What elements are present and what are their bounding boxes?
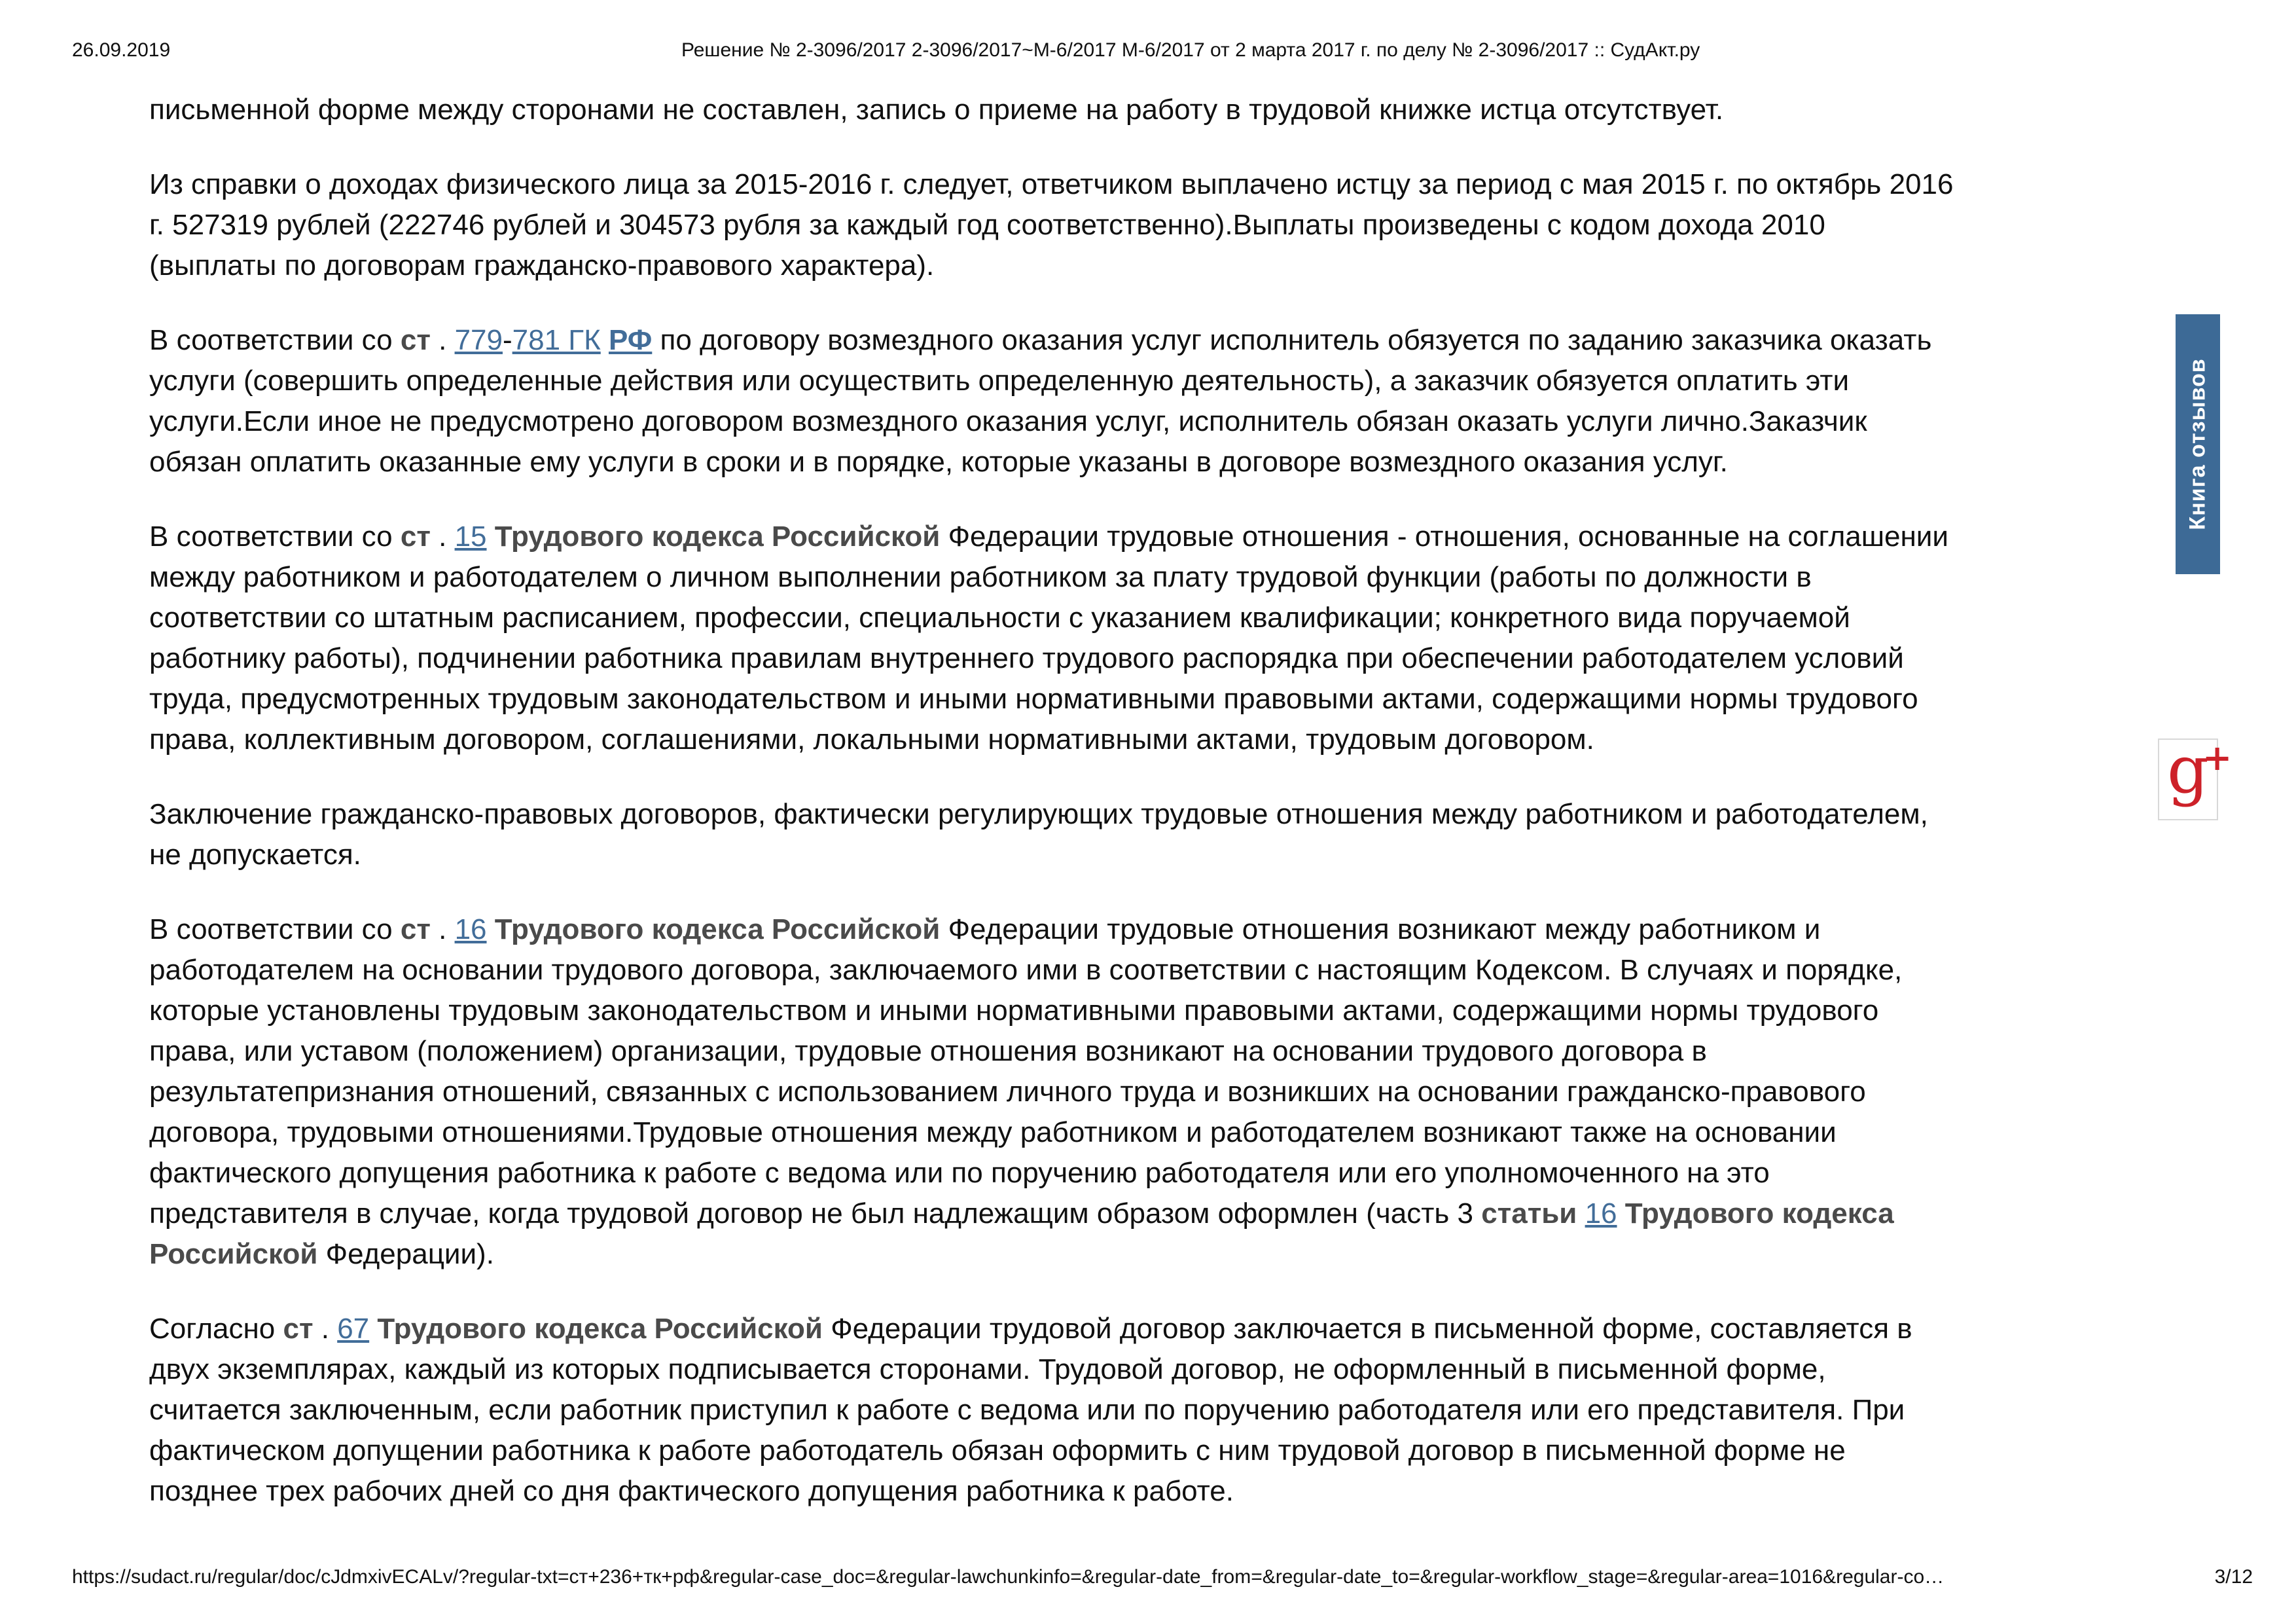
paragraph — [149, 164, 2211, 286]
paragraph — [149, 1309, 2211, 1512]
text-run: Федерации трудовой договор заключается в письменной форме, составляется в — [822, 1313, 1912, 1345]
text-run: г. 527319 рублей (222746 рублей и 304573 рубля за каждый год соответственно).Выплаты произведены с кодом дохода 2010 — [149, 209, 1825, 241]
text-line — [149, 950, 2211, 991]
text-run: права, коллективным договором, соглашениями, локальными нормативными актами, трудовым договором. — [149, 723, 1594, 756]
law-article-link[interactable]: 779 — [454, 324, 503, 356]
feedback-banner[interactable] — [2176, 314, 2220, 574]
text-line — [149, 205, 2211, 246]
text-run — [487, 520, 495, 553]
text-run: представителя в случае, когда трудовой договор не был надлежащим образом оформлен (часть 3 — [149, 1197, 1482, 1230]
feedback-banner-label: Книга отзывов — [2185, 358, 2210, 530]
text-run: Из справки о доходах физического лица за 2015-2016 г. следует, ответчиком выплачено истцу за период с мая 2015 г. по октябрь 2016 — [149, 168, 1954, 200]
text-run: услуги.Если иное не предусмотрено договором возмездного оказания услуг, исполнитель обязан оказать услуги лично.Заказчик — [149, 405, 1867, 437]
bold-run: ст — [400, 520, 431, 553]
text-run: (выплаты по договорам гражданско-правового характера). — [149, 249, 935, 282]
text-run: двух экземплярах, каждый из которых подписывается сторонами. Трудовой договор, не оформленный в письменной форме, — [149, 1353, 1826, 1385]
paragraph — [149, 794, 2211, 875]
paragraph — [149, 517, 2211, 760]
text-line — [149, 442, 2211, 483]
text-line — [149, 320, 2211, 361]
text-run: обязан оплатить оказанные ему услуги в сроки и в порядке, которые указаны в договоре возмездного оказания услуг. — [149, 446, 1728, 478]
text-run: услуги (совершить определенные действия или осуществить определенную деятельность), а заказчик обязуется оплатить эти — [149, 365, 1850, 397]
text-run — [1577, 1197, 1585, 1230]
text-run: работодателем на основании трудового договора, заключаемого ими в соответствии с настоящим Кодексом. В случаях и порядке, — [149, 954, 1903, 986]
bold-run: Российской — [149, 1238, 318, 1270]
law-article-link[interactable]: 16 — [454, 913, 487, 945]
text-line — [149, 1153, 2211, 1194]
text-run: В соответствии со — [149, 324, 401, 356]
law-article-link[interactable]: 67 — [337, 1313, 370, 1345]
text-run: . — [313, 1313, 338, 1345]
text-run: Согласно — [149, 1313, 283, 1345]
bold-run: Трудового кодекса — [1624, 1197, 1894, 1230]
text-run: результатепризнания отношений, связанных с использованием личного труда и возникших на основании гражданско-правового — [149, 1076, 1866, 1108]
text-run: фактическом допущении работника к работе работодатель обязан оформить с ним трудовой договор в письменной форме не — [149, 1434, 1846, 1467]
text-run: В соответствии со — [149, 520, 401, 553]
text-run: письменной форме между сторонами не составлен, запись о приеме на работу в трудовой книжке истца отсутствует. — [149, 94, 1724, 126]
text-run: труда, предусмотренных трудовым законодательством и иными нормативными правовыми актами, содержащими нормы трудового — [149, 683, 1918, 715]
text-run: договора, трудовыми отношениями.Трудовые отношения между работником и работодателем возникают также на основании — [149, 1116, 1837, 1148]
law-article-link[interactable]: 781 ГК — [512, 324, 601, 356]
document-body — [149, 90, 2211, 1546]
text-line — [149, 164, 2211, 205]
google-plus-icon: g — [2167, 731, 2210, 808]
text-run: Федерации трудовые отношения возникают между работником и — [940, 913, 1821, 945]
text-line — [149, 557, 2211, 598]
text-line — [149, 679, 2211, 720]
bold-run: ст — [400, 324, 431, 356]
text-run: . — [430, 913, 455, 945]
paragraph — [149, 90, 2211, 130]
text-line — [149, 1309, 2211, 1349]
text-line — [149, 361, 2211, 401]
paragraph — [149, 320, 2211, 483]
print-footer — [0, 1566, 2296, 1599]
text-line — [149, 246, 2211, 286]
text-line — [149, 794, 2211, 835]
bold-run: ст — [400, 913, 431, 945]
text-run: работнику работы), подчинении работника правилам внутреннего трудового распорядка при обеспечении работодателем условий — [149, 642, 1904, 674]
text-run: . — [430, 324, 455, 356]
text-line — [149, 1349, 2211, 1390]
text-line — [149, 991, 2211, 1031]
text-run: которые установлены трудовым законодательством и иными нормативными правовыми актами, содержащими нормы трудового — [149, 994, 1879, 1027]
bold-run: Трудового кодекса Российской — [494, 520, 941, 553]
text-run: В соответствии со — [149, 913, 401, 945]
text-run — [487, 913, 495, 945]
text-run: позднее трех рабочих дней со дня фактического допущения работника к работе. — [149, 1475, 1234, 1507]
print-header-title: Решение № 2-3096/2017 2-3096/2017~М-6/2017 М-6/2017 от 2 марта 2017 г. по делу № 2-3096/2017 :: СудАкт.ру — [681, 39, 1700, 61]
text-run: по договору возмездного оказания услуг исполнитель обязуется по заданию заказчика оказать — [652, 324, 1932, 356]
text-run: Заключение гражданско-правовых договоров, фактически регулирующих трудовые отношения между работником и работодателем, — [149, 798, 1928, 830]
text-run: Федерации). — [317, 1238, 494, 1270]
text-line — [149, 1112, 2211, 1153]
text-line — [149, 720, 2211, 760]
google-plus-icon-plus: + — [2202, 737, 2233, 778]
text-line — [149, 1234, 2211, 1275]
text-run: между работником и работодателем о личном выполнении работником за плату трудовой функции (работы по должности в — [149, 561, 1812, 593]
google-plus-share-button[interactable] — [2158, 731, 2233, 820]
text-run — [369, 1313, 377, 1345]
text-line — [149, 1431, 2211, 1471]
footer-url: https://sudact.ru/regular/doc/cJdmxivECALv/?regular-txt=ст+236+тк+рф&regular-case_doc=&regular-lawchunkinfo=&regular-date_from=&regular-date_to=&regular-workflow_stage=&regular-area=1016&regular-co… — [72, 1566, 1945, 1588]
text-line — [149, 1390, 2211, 1431]
text-line — [149, 517, 2211, 557]
text-run — [601, 324, 609, 356]
text-line — [149, 835, 2211, 875]
text-run: - — [502, 324, 512, 356]
text-run: соответствии со штатным расписанием, профессии, специальности с указанием квалификации; конкретного вида поручаемой — [149, 602, 1850, 634]
text-line — [149, 401, 2211, 442]
text-run: считается заключенным, если работник приступил к работе с ведома или по поручению работодателя или его представителя. При — [149, 1394, 1905, 1426]
text-run: не допускается. — [149, 839, 361, 871]
text-run: . — [430, 520, 455, 553]
text-run: фактического допущения работника к работе с ведома или по поручению работодателя или его уполномоченного на это — [149, 1157, 1770, 1189]
text-line — [149, 1471, 2211, 1512]
bold-run: Трудового кодекса Российской — [494, 913, 941, 945]
text-line — [149, 638, 2211, 679]
page-number: 3/12 — [2214, 1566, 2253, 1588]
text-line — [149, 909, 2211, 950]
text-line — [149, 1031, 2211, 1072]
law-article-link[interactable]: 15 — [454, 520, 487, 553]
print-header-date: 26.09.2019 — [72, 39, 171, 61]
text-run: права, или уставом (положением) организации, трудовые отношения возникают на основании трудового договора в — [149, 1035, 1707, 1067]
bold-run: статьи — [1481, 1197, 1577, 1230]
law-article-link[interactable]: 16 — [1585, 1197, 1617, 1230]
text-line — [149, 1072, 2211, 1112]
bold-run: ст — [283, 1313, 314, 1345]
text-line — [149, 1194, 2211, 1234]
text-run: Федерации трудовые отношения - отношения, основанные на соглашении — [940, 520, 1948, 553]
paragraph — [149, 909, 2211, 1275]
text-line — [149, 90, 2211, 130]
bold-run: Трудового кодекса Российской — [377, 1313, 823, 1345]
text-run — [1617, 1197, 1625, 1230]
text-line — [149, 598, 2211, 638]
law-article-link[interactable]: РФ — [608, 324, 653, 356]
